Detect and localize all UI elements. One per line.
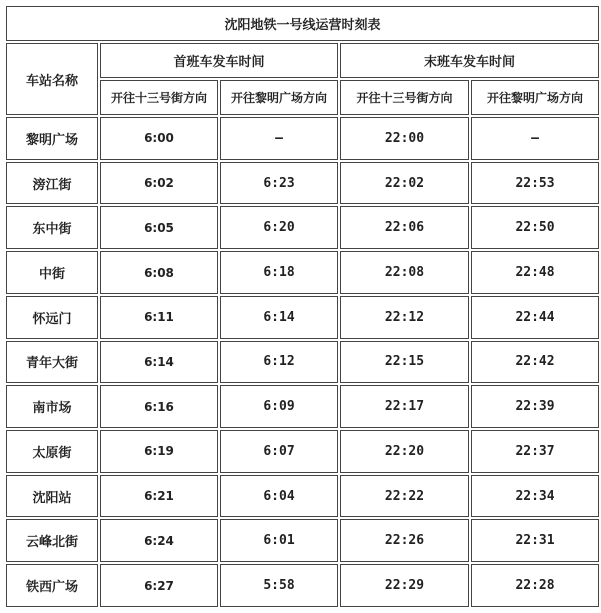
station-name: 黎明广场 [6,117,98,160]
table-row [6,206,599,249]
table-row [6,251,599,294]
last-train-time-liming: 22:34 [471,475,599,518]
timetable-title: 沈阳地铁一号线运营时刻表 [6,6,599,41]
last-train-time-liming: 22:31 [471,519,599,562]
table-row [6,564,599,607]
station-name: 滂江街 [6,162,98,205]
last-train-time-13: 22:12 [340,296,469,339]
last-train-time-liming: 22:37 [471,430,599,473]
last-train-time-liming: 22:48 [471,251,599,294]
first-train-time-liming: 6:20 [220,206,338,249]
station-name: 中街 [6,251,98,294]
station-name: 沈阳站 [6,475,98,518]
last-train-time-13: 22:08 [340,251,469,294]
first-train-time-liming: 6:01 [220,519,338,562]
last-train-time-13: 22:06 [340,206,469,249]
first-train-time-13: 6:24 [100,519,218,562]
last-train-time-liming: 22:44 [471,296,599,339]
last-train-time-liming: 22:39 [471,385,599,428]
station-name: 南市场 [6,385,98,428]
last-train-time-13: 22:02 [340,162,469,205]
table-row [6,475,599,518]
first-train-time-13: 6:02 [100,162,218,205]
first-train-time-liming: — [220,117,338,160]
first-train-time-liming: 6:12 [220,341,338,384]
last-train-dir-liming-header: 开往黎明广场方向 [471,80,599,115]
first-train-time-liming: 6:07 [220,430,338,473]
station-name: 怀远门 [6,296,98,339]
table-row [6,162,599,205]
last-train-time-liming: 22:28 [471,564,599,607]
first-train-time-13: 6:21 [100,475,218,518]
first-train-time-13: 6:05 [100,206,218,249]
first-train-time-liming: 6:04 [220,475,338,518]
first-train-time-13: 6:00 [100,117,218,160]
last-train-header: 末班车发车时间 [340,43,599,78]
last-train-time-13: 22:00 [340,117,469,160]
station-name-header: 车站名称 [6,43,98,115]
station-name: 太原街 [6,430,98,473]
last-train-time-13: 22:15 [340,341,469,384]
table-row [6,341,599,384]
last-train-time-13: 22:17 [340,385,469,428]
last-train-time-liming: 22:53 [471,162,599,205]
first-train-header: 首班车发车时间 [100,43,338,78]
table-row [6,117,599,160]
first-train-time-13: 6:08 [100,251,218,294]
station-name: 铁西广场 [6,564,98,607]
table-row [6,385,599,428]
last-train-time-liming: — [471,117,599,160]
table-row [6,519,599,562]
table-row [6,430,599,473]
first-train-time-13: 6:19 [100,430,218,473]
station-name: 东中街 [6,206,98,249]
first-train-time-liming: 6:14 [220,296,338,339]
first-train-time-liming: 5:58 [220,564,338,607]
last-train-time-liming: 22:50 [471,206,599,249]
station-name: 云峰北街 [6,519,98,562]
last-train-time-13: 22:26 [340,519,469,562]
last-train-time-13: 22:22 [340,475,469,518]
last-train-dir-13-header: 开往十三号街方向 [340,80,469,115]
first-train-time-liming: 6:18 [220,251,338,294]
table-row [6,296,599,339]
last-train-time-13: 22:29 [340,564,469,607]
first-train-time-liming: 6:23 [220,162,338,205]
first-train-time-liming: 6:09 [220,385,338,428]
first-train-dir-13-header: 开往十三号街方向 [100,80,218,115]
station-name: 青年大街 [6,341,98,384]
first-train-time-13: 6:16 [100,385,218,428]
timetable [4,4,601,609]
first-train-time-13: 6:11 [100,296,218,339]
first-train-time-13: 6:14 [100,341,218,384]
last-train-time-13: 22:20 [340,430,469,473]
last-train-time-liming: 22:42 [471,341,599,384]
first-train-time-13: 6:27 [100,564,218,607]
first-train-dir-liming-header: 开往黎明广场方向 [220,80,338,115]
